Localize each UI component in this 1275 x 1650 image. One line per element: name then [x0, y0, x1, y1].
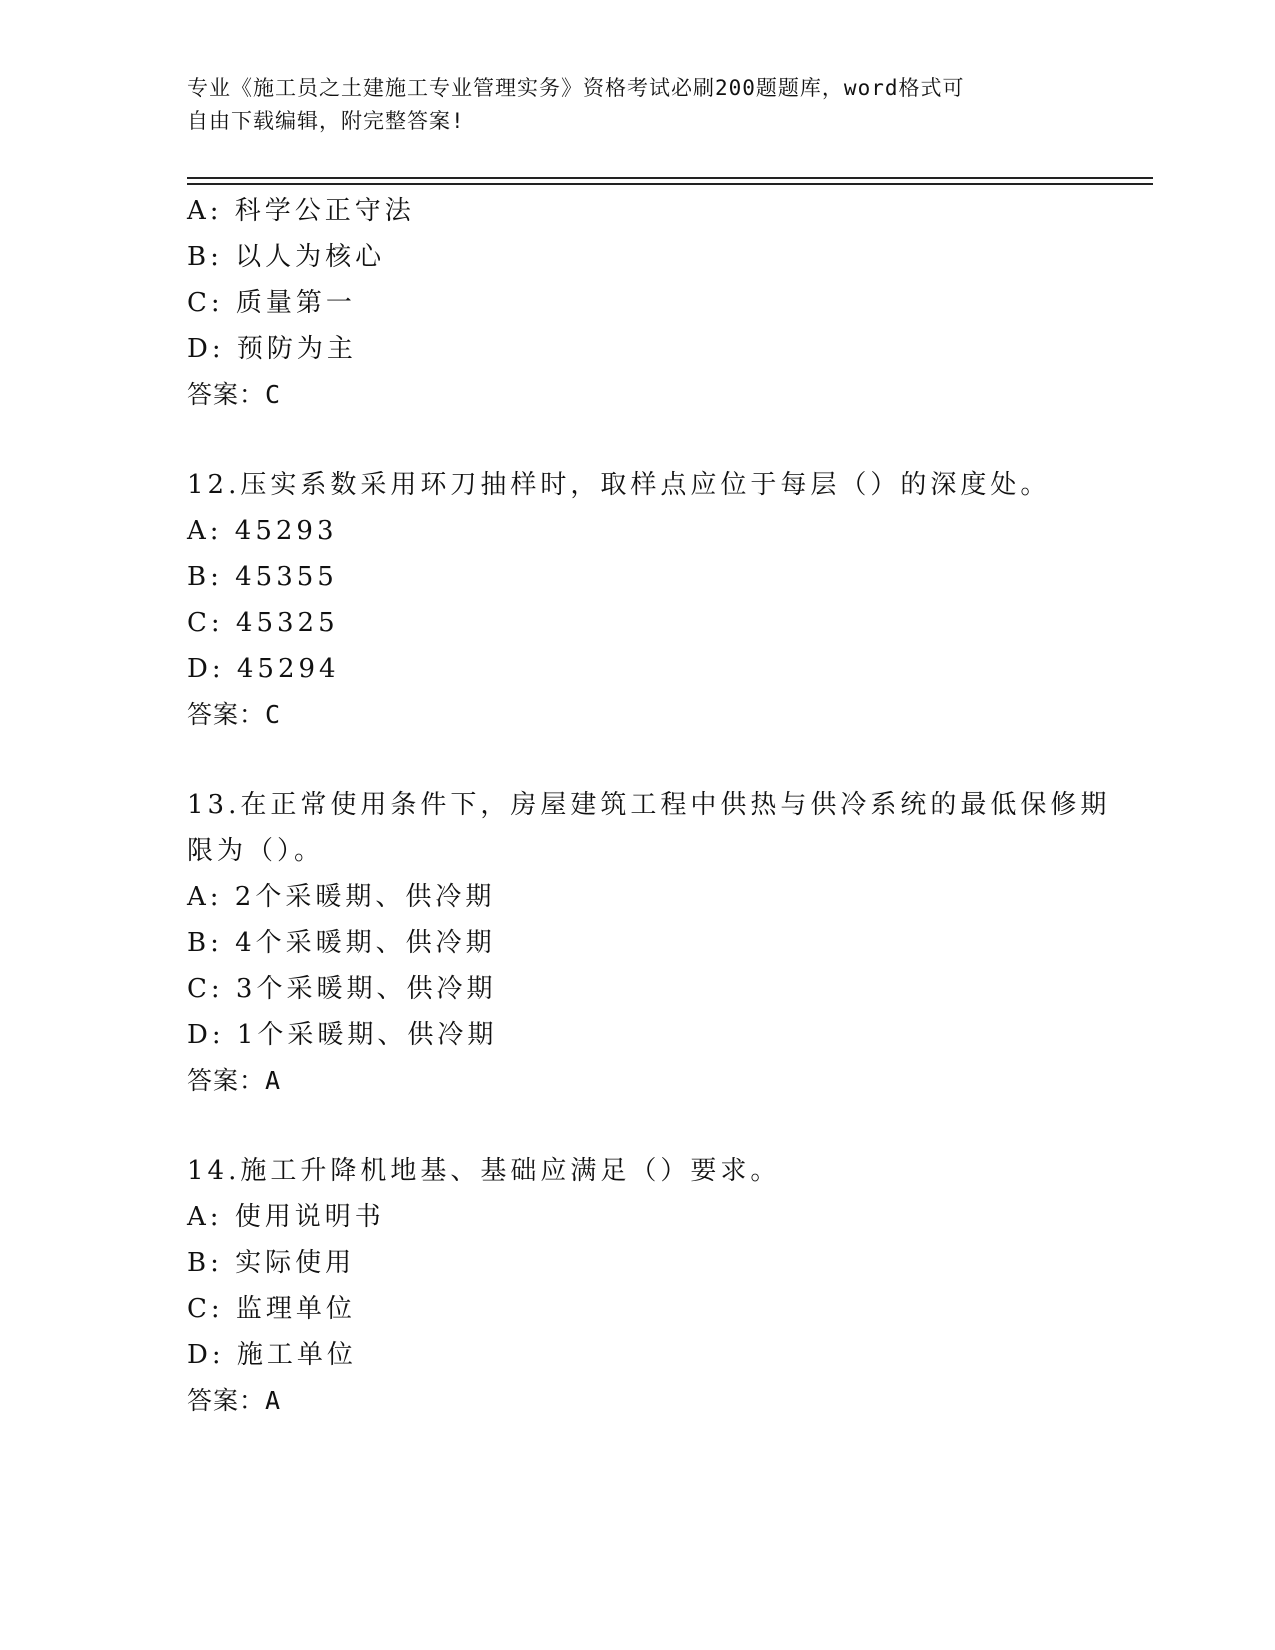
- document-header: [187, 72, 1087, 138]
- header-rule-top: [187, 177, 1153, 179]
- option-c: C: 3个采暖期、供冷期: [187, 974, 497, 1004]
- answer-value: A: [265, 1066, 282, 1095]
- option-c: C: 监理单位: [187, 1294, 356, 1324]
- answer-value: C: [265, 700, 282, 729]
- option-d: D: 预防为主: [187, 334, 357, 364]
- question-text: 14.施工升降机地基、基础应满足（）要求。: [187, 1156, 781, 1186]
- option-c: C: 质量第一: [187, 288, 356, 318]
- question-text: 12.压实系数采用环刀抽样时，取样点应位于每层（）的深度处。: [187, 470, 1051, 500]
- question-text-line-2: 限为（）。: [187, 836, 325, 866]
- option-d: D: 施工单位: [187, 1340, 357, 1370]
- option-b: B: 45355: [187, 562, 338, 592]
- option-b: B: 实际使用: [187, 1248, 356, 1278]
- answer-line: [187, 1378, 1147, 1424]
- option-a: A: 45293: [187, 516, 338, 546]
- header-line-1: 专业《施工员之土建施工专业管理实务》资格考试必刷200题题库，word格式可: [187, 76, 965, 100]
- answer-line: [187, 1058, 1147, 1104]
- question-11: [187, 188, 1147, 418]
- option-a: A: 科学公正守法: [187, 196, 415, 226]
- question-13: [187, 782, 1147, 1104]
- answer-label: 答案：: [187, 1066, 266, 1095]
- question-list: [187, 188, 1147, 1424]
- option-b: B: 4个采暖期、供冷期: [187, 928, 496, 958]
- answer-label: 答案：: [187, 380, 266, 409]
- answer-label: 答案：: [187, 700, 266, 729]
- header-line-2: 自由下载编辑，附完整答案!: [187, 109, 465, 133]
- answer-line: [187, 372, 1147, 418]
- option-c: C: 45325: [187, 608, 339, 638]
- question-text-line-1: 13.在正常使用条件下，房屋建筑工程中供热与供冷系统的最低保修期: [187, 790, 1111, 820]
- option-d: D: 1个采暖期、供冷期: [187, 1020, 498, 1050]
- option-b: B: 以人为核心: [187, 242, 386, 272]
- question-14: [187, 1148, 1147, 1424]
- option-a: A: 使用说明书: [187, 1202, 385, 1232]
- answer-label: 答案：: [187, 1386, 266, 1415]
- answer-value: A: [265, 1386, 282, 1415]
- header-rule-bottom: [187, 183, 1153, 185]
- option-a: A: 2个采暖期、供冷期: [187, 882, 496, 912]
- question-12: [187, 462, 1147, 738]
- option-d: D: 45294: [187, 654, 340, 684]
- answer-value: C: [265, 380, 282, 409]
- answer-line: [187, 692, 1147, 738]
